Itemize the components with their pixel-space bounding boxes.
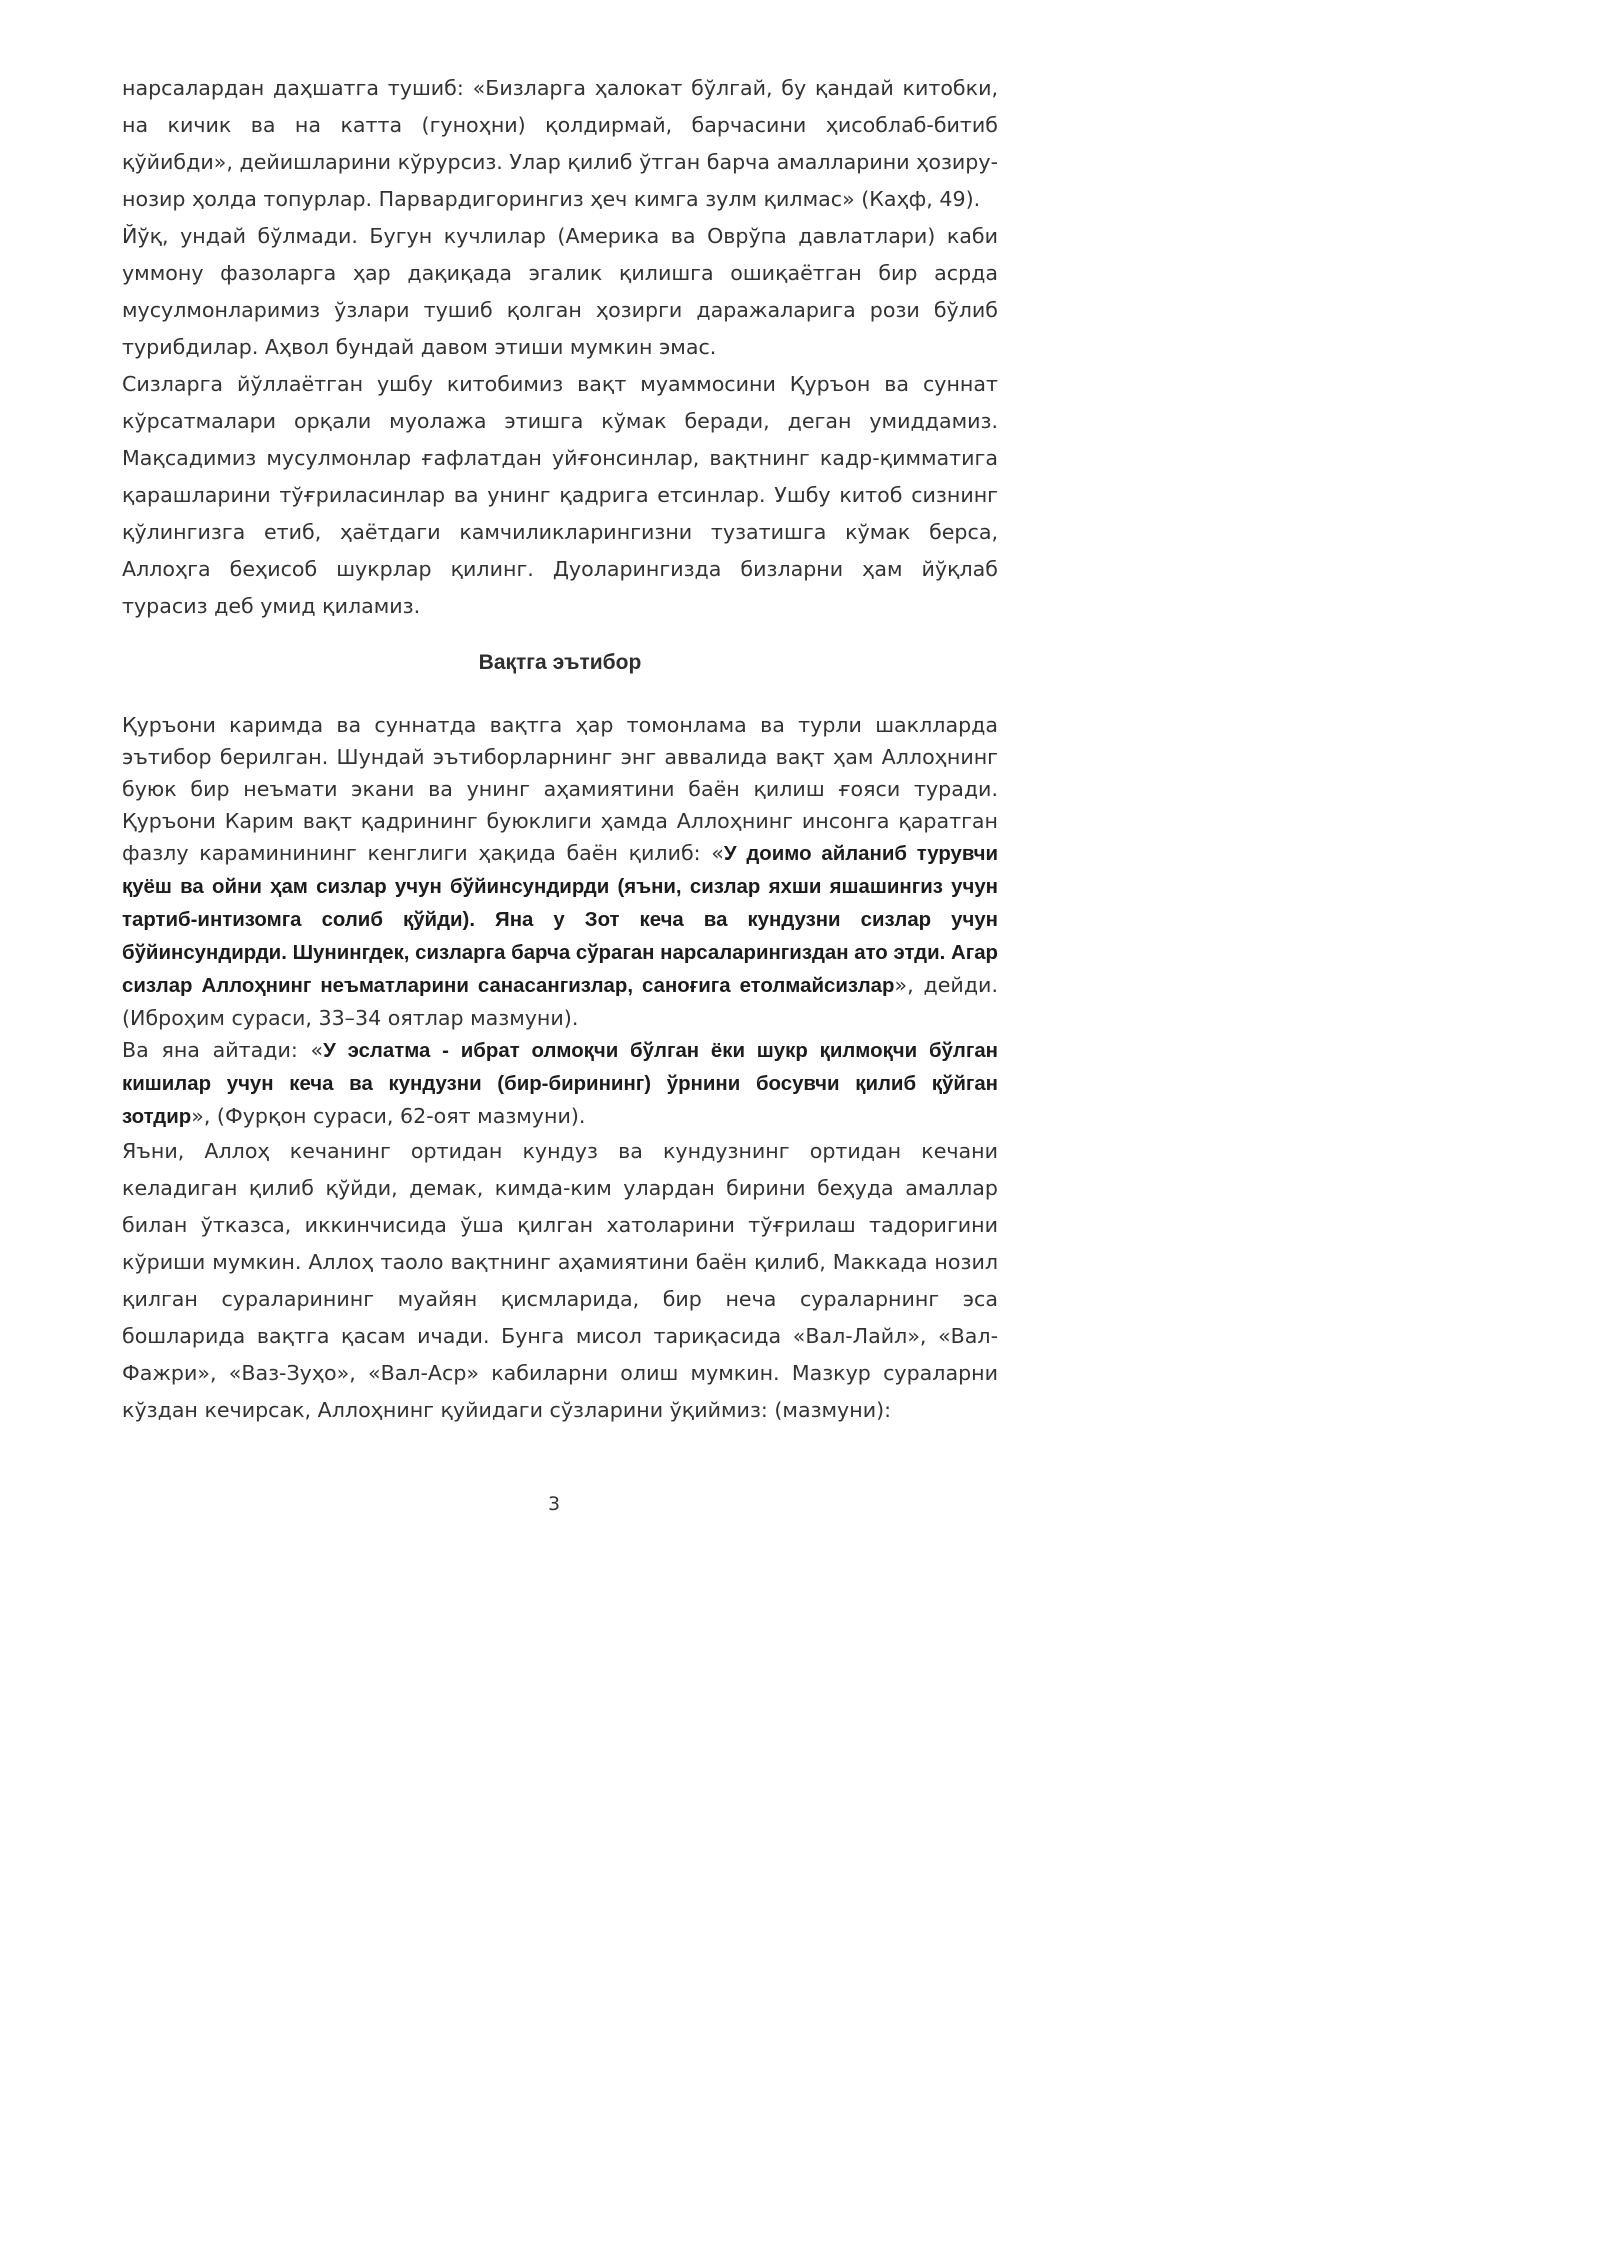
page-content bbox=[122, 70, 998, 1429]
paragraph: нарсалардан даҳшатга тушиб: «Бизларга ҳалокат бўлгай, бу қандай китобки, на кичик ва на катта (гуноҳни) қолдирмай, барчасини ҳисоблаб-битиб қўйибди», дейишларини кўрурсиз. Улар қилиб ўтган барча амалларини ҳозиру-нозир ҳолда топурлар. Парвардигорингиз ҳеч кимга зулм қилмас» (Каҳф, 49). bbox=[122, 76, 998, 211]
paragraph: Яъни, Аллоҳ кечанинг ортидан кундуз ва кундузнинг ортидан кечани келадиган қилиб қўйди, демак, кимда-ким улардан бирини беҳуда амаллар билан ўтказса, иккинчисида ўша қилган хатоларини тўғрилаш тадоригини кўриши мумкин. Аллоҳ таоло вақтнинг аҳамиятини баён қилиб, Маккада нозил қилган сураларининг муайян қисмларида, бир неча сураларнинг эса бошларида вақтга қасам ичади. Бунга мисол тариқасида «Вал-Лайл», «Вал-Фажри», «Ваз-Зуҳо», «Вал-Аср» кабиларни олиш мумкин. Мазкур сураларни кўздан кечирсак, Аллоҳнинг қуйидаги сўзларини ўқиймиз: (мазмуни): bbox=[122, 1139, 998, 1422]
paragraph-with-quote bbox=[122, 1034, 998, 1133]
quran-quote: У доимо айланиб турувчи қуёш ва ойни ҳам сизлар учун бўйинсундирди (яъни, сизлар яхши яшашингиз учун тартиб-интизомга солиб қўйди). Яна у Зот кеча ва кундузни сизлар учун бўйинсундирди. Шунингдек, сизларга барча сўраган нарсаларингиздан ато этди. Агар сизлар Аллоҳнинг неъматларини санасангизлар, саноғига етолмайсизлар bbox=[122, 843, 998, 997]
section-title: Вақтга эътибор bbox=[478, 651, 642, 674]
paragraph-lead: Қуръони каримда ва суннатда вақтга ҳар томонлама ва турли шаклларда эътибор берилган. Шундай эътиборларнинг энг аввалида вақт ҳам Аллоҳнинг буюк бир неъмати экани ва унинг аҳамиятини баён қилиш ғояси туради. Қуръони Карим вақт қадрининг буюклиги ҳамда Аллоҳнинг инсонга қаратган фазлу караминининг кенглиги ҳақида баён қилиб: « bbox=[122, 713, 998, 865]
quran-quote: У эслатма - ибрат олмоқчи бўлган ёки шукр қилмоқчи бўлган кишилар учун кеча ва кундузни (бир-бирининг) ўрнини босувчи қилиб қўйган зотдир bbox=[122, 1040, 999, 1128]
citation: », дейди. (Иброҳим сураси, 33–34 оятлар мазмуни). bbox=[122, 973, 998, 1030]
paragraph: Йўқ, ундай бўлмади. Бугун кучлилар (Америка ва Оврўпа давлатлари) каби уммону фазоларга ҳар дақиқада эгалик қилишга ошиқаётган бир асрда мусулмонларимиз ўзлари тушиб қолган ҳозирги даражаларига рози бўлиб турибдилар. Аҳвол бундай давом этиши мумкин эмас. bbox=[122, 224, 998, 359]
paragraph-with-quote bbox=[122, 709, 998, 1034]
document-page bbox=[0, 0, 1108, 1568]
citation: », (Фурқон сураси, 62-оят мазмуни). bbox=[191, 1104, 586, 1128]
page-number: 3 bbox=[547, 1493, 561, 1515]
paragraph-lead: Ва яна айтади: « bbox=[122, 1038, 324, 1062]
paragraph: Сизларга йўллаётган ушбу китобимиз вақт муаммосини Қуръон ва суннат кўрсатмалари орқали муолажа этишга кўмак беради, деган умиддамиз. Мақсадимиз мусулмонлар ғафлатдан уйғонсинлар, вақтнинг кадр-қимматига қарашларини тўғриласинлар ва унинг қадрига етсинлар. Ушбу китоб сизнинг қўлингизга етиб, ҳаётдаги камчиликларингизни тузатишга кўмак берса, Аллоҳга беҳисоб шукрлар қилинг. Дуоларингизда бизларни ҳам йўқлаб турасиз деб умид қиламиз. bbox=[122, 372, 998, 618]
